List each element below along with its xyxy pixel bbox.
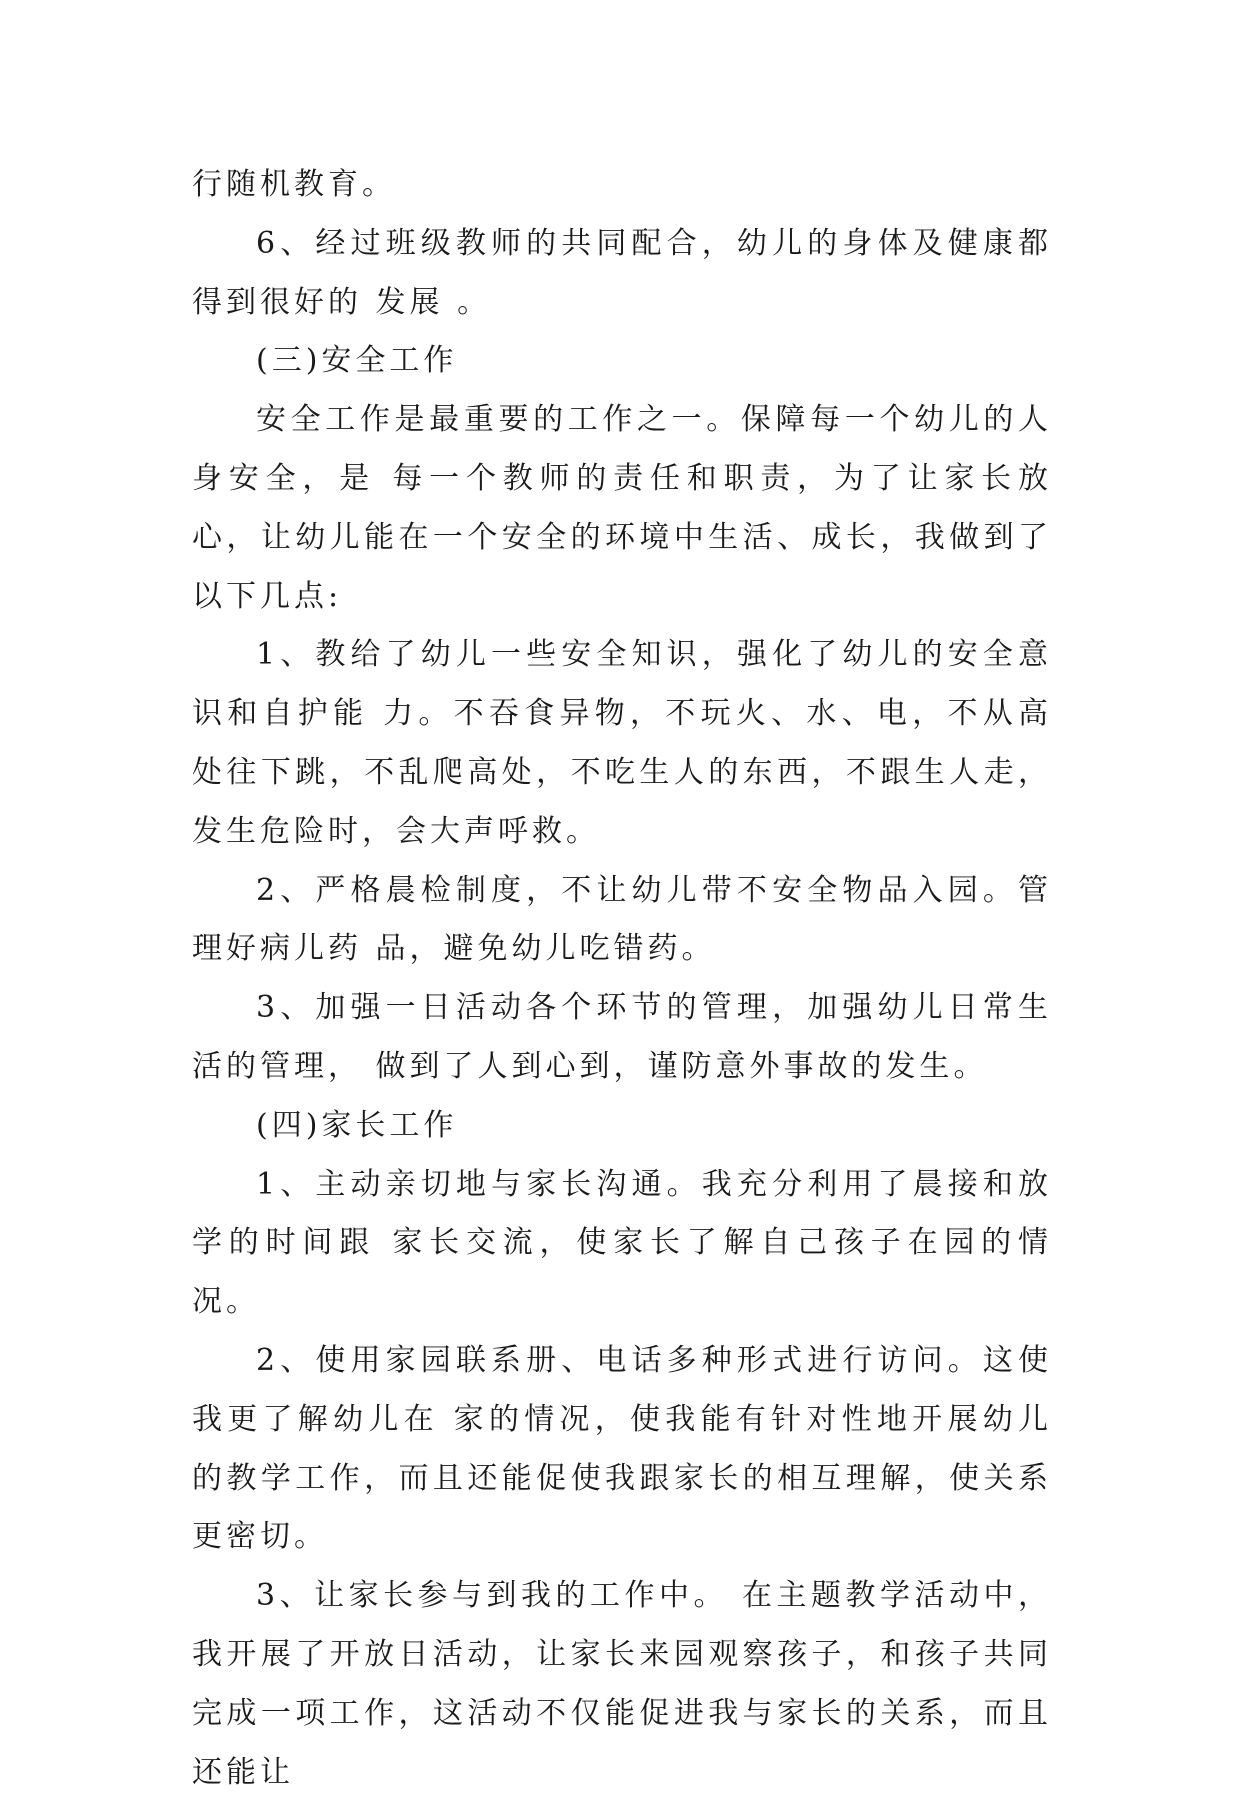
paragraph: 行随机教育。 [192,167,396,202]
paragraph: 1、主动亲切地与家长沟通。我充分利用了晨接和放学的时间跟 家长交流，使家长了解自己孩子在园的情况。 [192,1166,1052,1320]
paragraph: 安全工作是最重要的工作之一。保障每一个幼儿的人身安全，是 每一个教师的责任和职责，为了让家长放心，让幼儿能在一个安全的环境中生活、成长，我做到了以下几点: [192,402,1052,614]
section-heading: (三)安全工作 [256,343,458,379]
paragraph: 3、加强一日活动各个环节的管理，加强幼儿日常生活的管理， 做到了人到心到，谨防意外事故的发生。 [192,990,1052,1084]
paragraph: 2、使用家园联系册、电话多种形式进行访问。这使我更了解幼儿在 家的情况，使我能有针对性地开展幼儿的教学工作，而且还能促使我跟家长的相互理解，使关系更密切。 [192,1342,1052,1555]
document-body [192,156,1052,1802]
paragraph: 1、教给了幼儿一些安全知识，强化了幼儿的安全意识和自护能 力。不吞食异物，不玩火、水、电，不从高处往下跳，不乱爬高处，不吃生人的东西，不跟生人走，发生危险时，会大声呼救。 [192,637,1052,849]
paragraph: 6、经过班级教师的共同配合，幼儿的身体及健康都得到很好的 发展 。 [192,225,1052,320]
paragraph: 3、让家长参与到我的工作中。 在主题教学活动中，我开展了开放日活动，让家长来园观察孩子，和孩子共同完成一项工作，这活动不仅能促进我与家长的关系，而且还能让 [192,1578,1052,1790]
section-heading: (四)家长工作 [256,1107,458,1143]
paragraph: 2、严格晨检制度，不让幼儿带不安全物品入园。管理好病儿药 品，避免幼儿吃错药。 [192,872,1052,967]
